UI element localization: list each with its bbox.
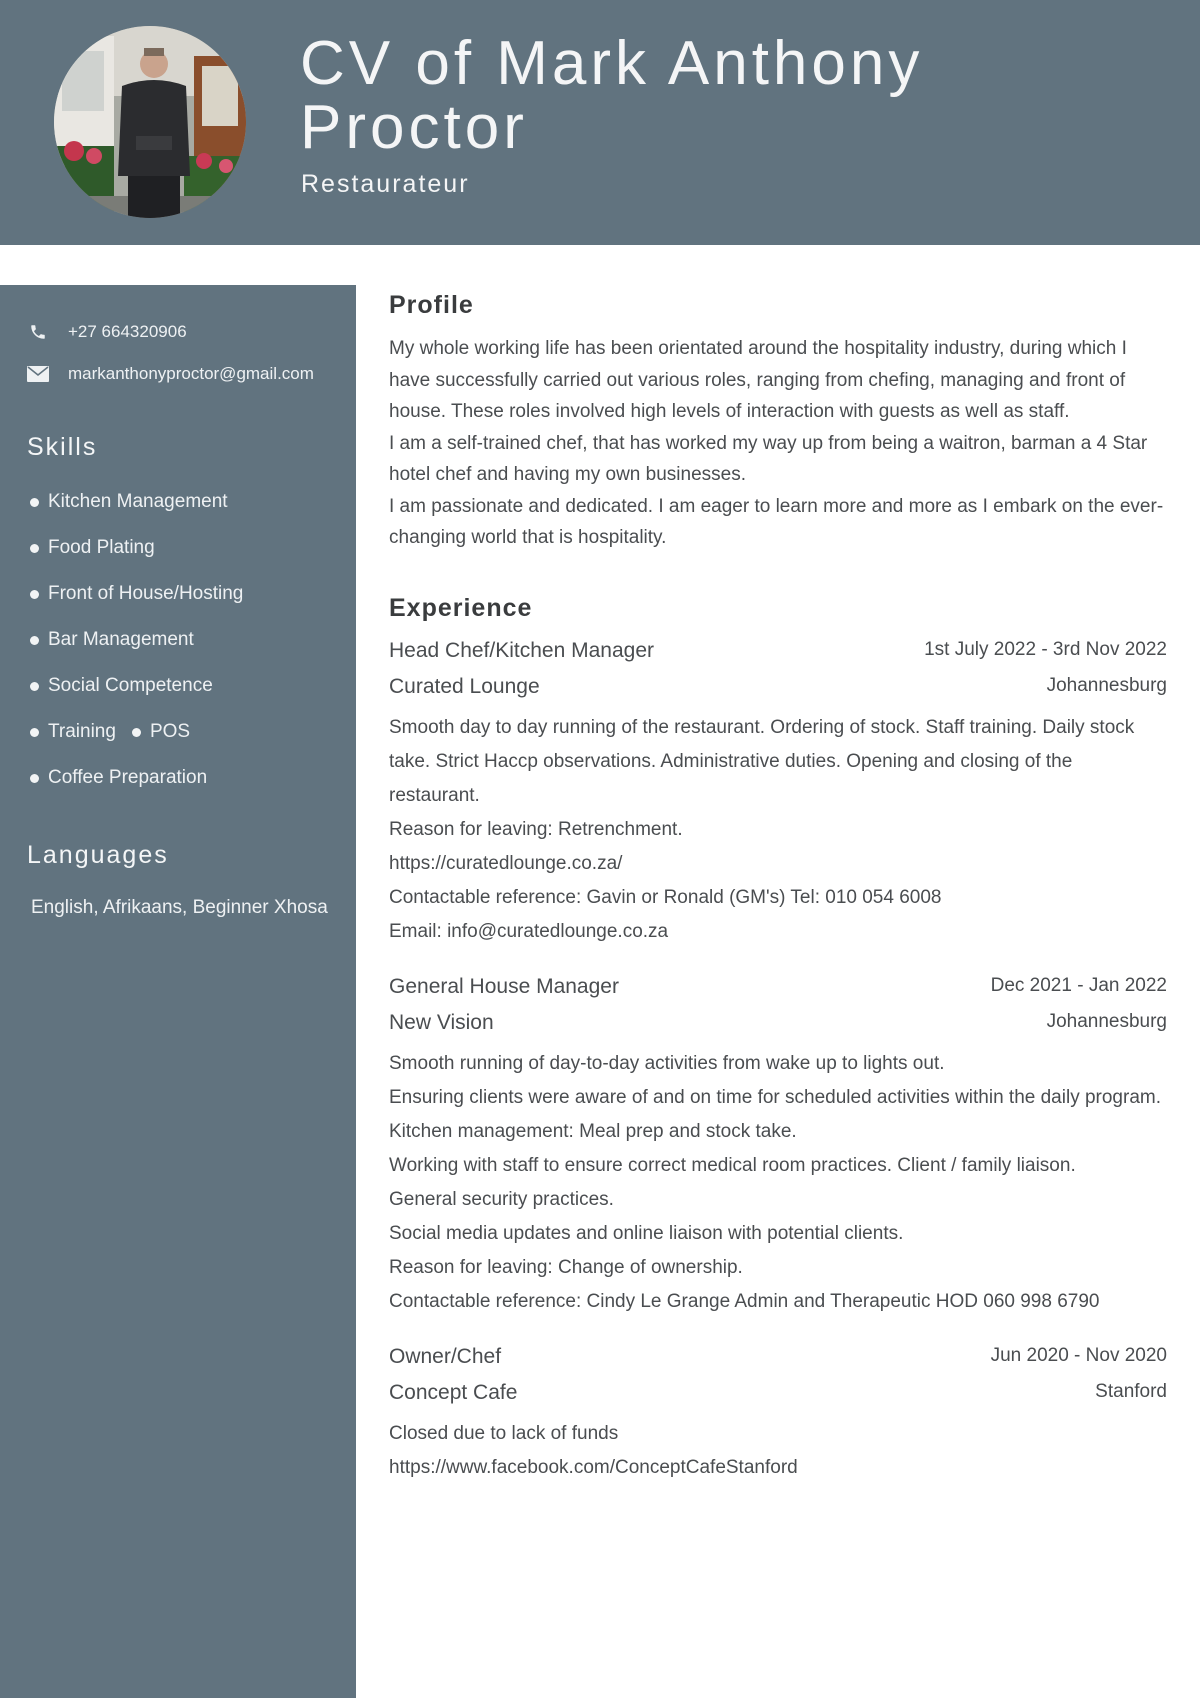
job-description-line: Ensuring clients were aware of and on time for scheduled activities within the daily program. Kitchen management: Meal prep and stock take.	[389, 1086, 1161, 1142]
skill-label: Front of House/Hosting	[48, 583, 244, 604]
job-header-line	[389, 1345, 1167, 1369]
job-description-line: Smooth running of day-to-day activities from wake up to lights out.	[389, 1052, 945, 1074]
profile-paragraph: My whole working life has been orientated around the hospitality industry, during which I have successfully carried out various roles, ranging from chefing, managing and front of house. These roles involved high levels of interaction with guests as well as staff.	[389, 338, 1127, 422]
job-subtitle: Restaurateur	[301, 170, 470, 198]
contact-phone	[26, 321, 187, 343]
job-company: Curated Lounge	[389, 674, 540, 698]
bullet-icon	[132, 728, 141, 737]
job-description-line: Email: info@curatedlounge.co.za	[389, 920, 669, 942]
skill-label: Training	[48, 721, 116, 742]
list-item	[30, 709, 340, 755]
list-item	[30, 663, 340, 709]
experience-entry	[389, 639, 1167, 949]
job-company-line	[389, 675, 1167, 699]
job-link[interactable]: https://curatedlounge.co.za/	[389, 852, 623, 874]
experience-entry	[389, 975, 1167, 1319]
job-description-line: Closed due to lack of funds	[389, 1422, 619, 1444]
profile-paragraph: I am passionate and dedicated. I am eager to learn more and more as I embark on the ever-changing world that is hospitality.	[389, 495, 1164, 548]
languages-text: English, Afrikaans, Beginner Xhosa	[31, 897, 328, 918]
job-location: Johannesburg	[1046, 674, 1167, 696]
profile-heading: Profile	[389, 291, 474, 319]
languages-heading: Languages	[27, 841, 169, 869]
job-description-line: Reason for leaving: Retrenchment.	[389, 818, 683, 840]
job-location: Johannesburg	[1046, 1010, 1167, 1032]
phone-icon	[26, 321, 50, 343]
header-banner	[0, 0, 1200, 245]
skill-label: Social Competence	[48, 675, 213, 696]
job-description-line: Social media updates and online liaison with potential clients.	[389, 1222, 904, 1244]
phone-number: +27 664320906	[68, 322, 187, 341]
job-company-line	[389, 1011, 1167, 1035]
job-link[interactable]: https://www.facebook.com/ConceptCafeStanford	[389, 1456, 798, 1478]
sidebar	[0, 285, 356, 1698]
skill-label: Food Plating	[48, 537, 155, 558]
job-header-line	[389, 639, 1167, 663]
skill-label: Bar Management	[48, 629, 194, 650]
cv-title	[300, 29, 1060, 162]
list-item	[30, 571, 340, 617]
bullet-icon	[30, 636, 39, 645]
experience-heading: Experience	[389, 593, 533, 622]
job-title: General House Manager	[389, 974, 619, 998]
bullet-icon	[30, 498, 39, 507]
bullet-icon	[30, 590, 39, 599]
job-description-line: Contactable reference: Cindy Le Grange Admin and Therapeutic HOD 060 998 6790	[389, 1290, 1100, 1312]
main-content	[389, 285, 1167, 1485]
job-dates: Jun 2020 - Nov 2020	[990, 1344, 1167, 1366]
job-description-line: Reason for leaving: Change of ownership.	[389, 1256, 743, 1278]
job-description	[389, 711, 1167, 949]
bullet-icon	[30, 774, 39, 783]
bullet-icon	[30, 544, 39, 553]
skill-label: Coffee Preparation	[48, 767, 208, 788]
job-dates: Dec 2021 - Jan 2022	[990, 974, 1167, 996]
job-description	[389, 1417, 1167, 1485]
envelope-icon	[26, 363, 50, 385]
experience-entry	[389, 1345, 1167, 1485]
job-title: Owner/Chef	[389, 1344, 502, 1368]
list-item	[30, 617, 340, 663]
email-address: markanthonyproctor@gmail.com	[68, 364, 314, 383]
contact-email	[26, 363, 314, 385]
job-description-line: Working with staff to ensure correct medical room practices. Client / family liaison.	[389, 1154, 1076, 1176]
job-description-line: Contactable reference: Gavin or Ronald (GM's) Tel: 010 054 6008	[389, 886, 942, 908]
job-company-line	[389, 1381, 1167, 1405]
profile-text	[389, 333, 1167, 554]
profile-paragraph: I am a self-trained chef, that has worked my way up from being a waitron, barman a 4 Star hotel chef and having my own businesses.	[389, 432, 1148, 485]
profile-photo	[54, 26, 246, 218]
list-item	[30, 479, 340, 525]
skill-label: Kitchen Management	[48, 491, 228, 512]
skills-list	[30, 479, 340, 801]
bullet-icon	[30, 682, 39, 691]
job-company: Concept Cafe	[389, 1380, 518, 1404]
bullet-icon	[30, 728, 39, 737]
list-item	[30, 755, 340, 801]
list-item	[30, 525, 340, 571]
job-dates: 1st July 2022 - 3rd Nov 2022	[924, 638, 1167, 660]
cv-title-line-2: Proctor	[300, 93, 528, 162]
job-description-line: Smooth day to day running of the restaurant. Ordering of stock. Staff training. Daily stock take. Strict Haccp observations. Administrative duties. Opening and closing of the restaurant.	[389, 716, 1135, 806]
skills-heading: Skills	[27, 433, 98, 461]
cv-title-line-1: CV of Mark Anthony	[300, 29, 924, 98]
job-description-line: General security practices.	[389, 1188, 614, 1210]
job-location: Stanford	[1095, 1380, 1167, 1402]
job-description	[389, 1047, 1167, 1319]
job-company: New Vision	[389, 1010, 494, 1034]
job-header-line	[389, 975, 1167, 999]
job-title: Head Chef/Kitchen Manager	[389, 638, 654, 662]
skill-label: POS	[149, 721, 191, 742]
